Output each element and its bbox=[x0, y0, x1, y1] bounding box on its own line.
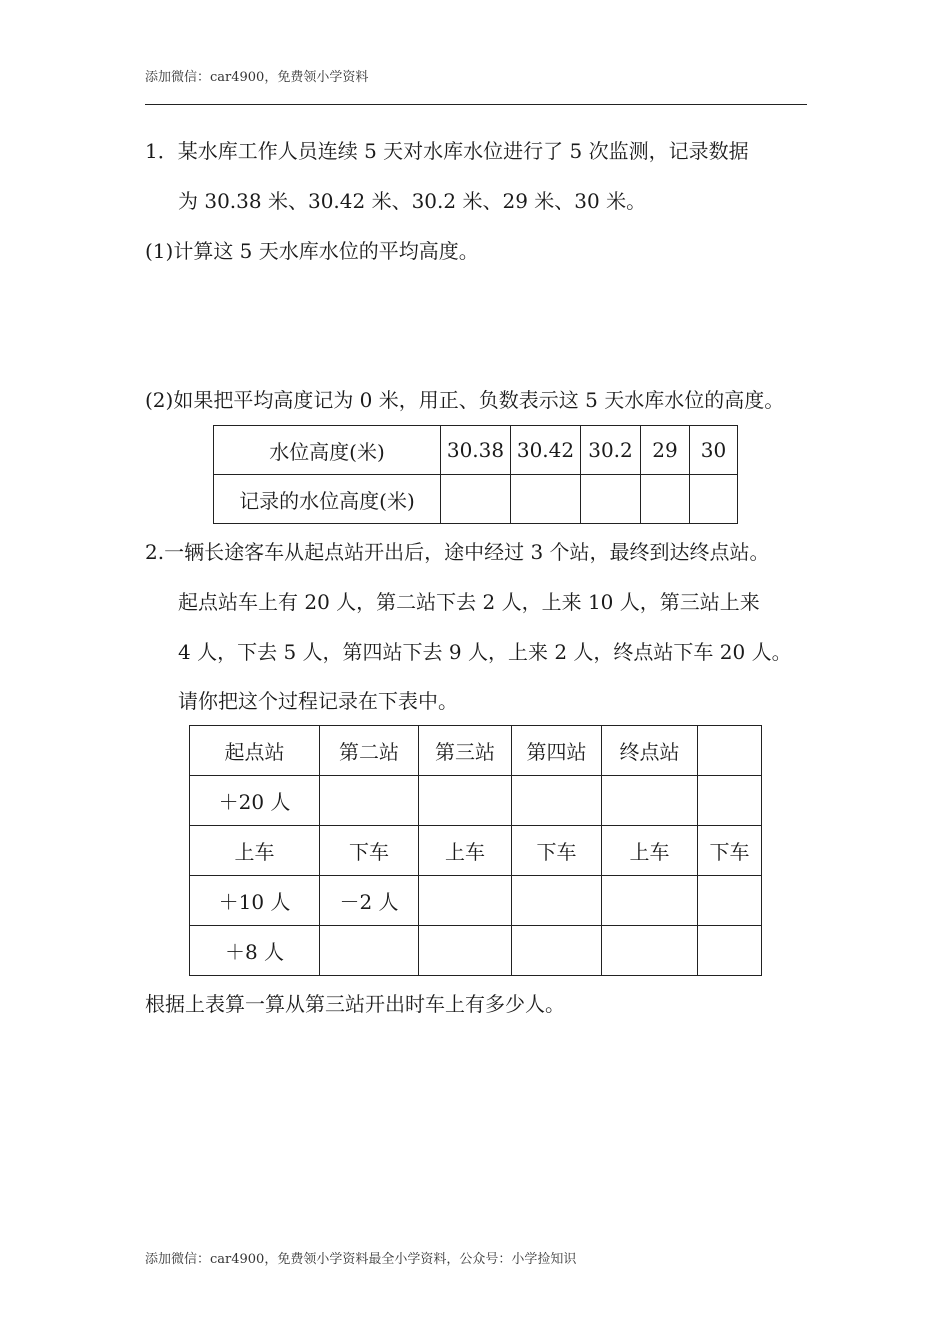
table-cell: 下车 bbox=[320, 826, 419, 876]
station-header: 终点站 bbox=[602, 726, 698, 776]
level-value: 30 bbox=[690, 426, 738, 475]
table-cell: 上车 bbox=[602, 826, 698, 876]
table-cell bbox=[419, 876, 512, 926]
table-cell: －2 人 bbox=[320, 876, 419, 926]
answer-cell bbox=[511, 475, 581, 524]
table-cell bbox=[419, 926, 512, 976]
station-header: 第二站 bbox=[320, 726, 419, 776]
level-value: 30.42 bbox=[511, 426, 581, 475]
station-header: 第三站 bbox=[419, 726, 512, 776]
footer-note: 添加微信：car4900，免费领小学资料最全小学资料，公众号：小学捡知识 bbox=[145, 1252, 577, 1267]
table-cell bbox=[602, 776, 698, 826]
table-cell bbox=[698, 876, 762, 926]
row-label: 记录的水位高度(米) bbox=[214, 475, 441, 524]
table-cell bbox=[512, 876, 602, 926]
table-cell: 上车 bbox=[419, 826, 512, 876]
table-cell bbox=[602, 876, 698, 926]
q2-line-2: 起点站车上有 20 人，第二站下去 2 人，上来 10 人，第三站上来 bbox=[178, 590, 760, 614]
header-divider bbox=[145, 104, 807, 105]
level-value: 29 bbox=[641, 426, 690, 475]
table-cell bbox=[698, 926, 762, 976]
table-cell: 下车 bbox=[698, 826, 762, 876]
table-row bbox=[214, 475, 738, 524]
header-note: 添加微信：car4900，免费领小学资料 bbox=[145, 70, 369, 85]
table-cell bbox=[512, 926, 602, 976]
table-row bbox=[190, 876, 762, 926]
table-row bbox=[190, 926, 762, 976]
answer-cell bbox=[581, 475, 641, 524]
table-cell bbox=[320, 776, 419, 826]
level-value: 30.2 bbox=[581, 426, 641, 475]
table-cell bbox=[320, 926, 419, 976]
table-cell bbox=[602, 926, 698, 976]
table-cell: ＋10 人 bbox=[190, 876, 320, 926]
table-cell bbox=[419, 776, 512, 826]
answer-cell bbox=[641, 475, 690, 524]
q1-part-1: (1)计算这 5 天水库水位的平均高度。 bbox=[145, 239, 479, 263]
level-value: 30.38 bbox=[441, 426, 511, 475]
table-cell: ＋8 人 bbox=[190, 926, 320, 976]
station-header bbox=[698, 726, 762, 776]
q1-part-2: (2)如果把平均高度记为 0 米，用正、负数表示这 5 天水库水位的高度。 bbox=[145, 388, 785, 412]
station-header: 起点站 bbox=[190, 726, 320, 776]
row-label: 水位高度(米) bbox=[214, 426, 441, 475]
q1-line-2: 为 30.38 米、30.42 米、30.2 米、29 米、30 米。 bbox=[178, 189, 647, 213]
table-row bbox=[214, 426, 738, 475]
table-row bbox=[190, 776, 762, 826]
table-row bbox=[190, 726, 762, 776]
table-cell: ＋20 人 bbox=[190, 776, 320, 826]
table-cell bbox=[698, 776, 762, 826]
table-cell bbox=[512, 776, 602, 826]
table-row bbox=[190, 826, 762, 876]
q2-line-4: 请你把这个过程记录在下表中。 bbox=[178, 689, 458, 713]
answer-cell bbox=[690, 475, 738, 524]
q2-line-1: 2.一辆长途客车从起点站开出后，途中经过 3 个站，最终到达终点站。 bbox=[145, 540, 770, 564]
q2-line-3: 4 人，下去 5 人，第四站下去 9 人，上来 2 人，终点站下车 20 人。 bbox=[178, 640, 792, 664]
answer-cell bbox=[441, 475, 511, 524]
station-header: 第四站 bbox=[512, 726, 602, 776]
water-level-table bbox=[213, 425, 738, 524]
table-cell: 下车 bbox=[512, 826, 602, 876]
q2-followup: 根据上表算一算从第三站开出时车上有多少人。 bbox=[145, 992, 565, 1016]
q1-line-1: 1．某水库工作人员连续 5 天对水库水位进行了 5 次监测，记录数据 bbox=[145, 139, 749, 163]
table-cell: 上车 bbox=[190, 826, 320, 876]
bus-passenger-table bbox=[189, 725, 762, 976]
